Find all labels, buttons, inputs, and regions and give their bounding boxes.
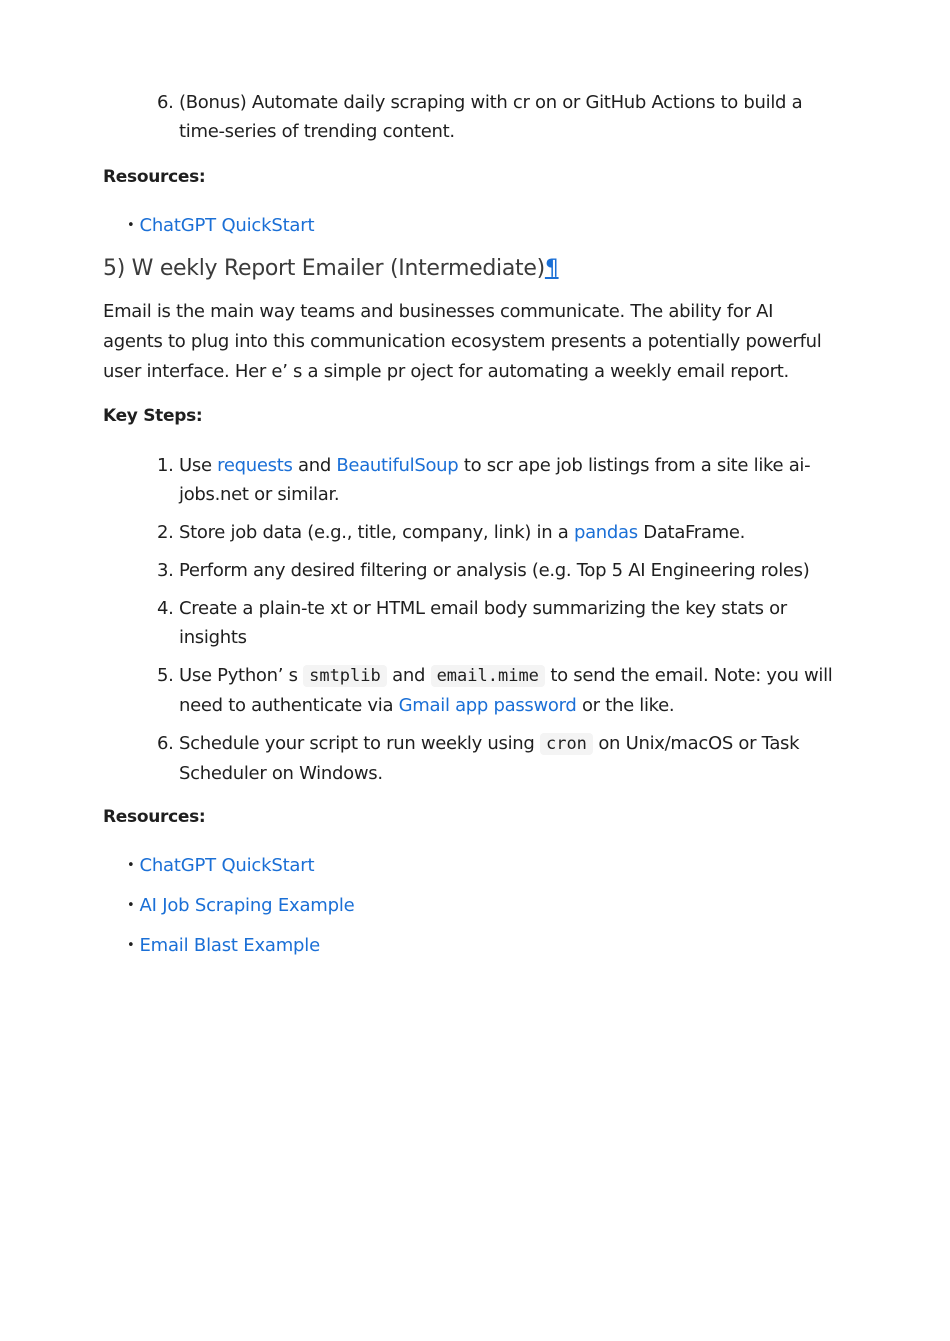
bullet-icon: • bbox=[127, 858, 135, 873]
step-3: 3. Perform any desired filtering or analysis (e.g. Top 5 AI Engineering roles) bbox=[179, 556, 843, 585]
resources-label: Resources: bbox=[103, 807, 206, 827]
permalink-pilcrow-icon[interactable]: ¶ bbox=[544, 256, 559, 281]
resource-item bbox=[127, 214, 843, 238]
bullet-icon: • bbox=[127, 938, 135, 953]
chatgpt-quickstart-link[interactable]: ChatGPT QuickStart bbox=[139, 855, 315, 876]
email-mime-code: email.mime bbox=[431, 665, 545, 687]
resource-item bbox=[127, 854, 843, 878]
cron-code: cron bbox=[540, 733, 593, 755]
section-intro: Email is the main way teams and businesses communicate. The ability for AI agents to plug into this communication ecosystem presents a potentially powerful user interface. Her e’ s a simple pr oject for automating a weekly email report. bbox=[103, 301, 822, 382]
requests-link[interactable]: requests bbox=[217, 455, 293, 476]
prev-resources-label: Resources: bbox=[103, 167, 206, 187]
bullet-icon: • bbox=[127, 218, 135, 233]
document-page bbox=[103, 88, 843, 974]
resource-item bbox=[127, 934, 843, 958]
section-heading: 5) W eekly Report Emailer (Intermediate)¶ bbox=[103, 256, 559, 281]
chatgpt-quickstart-link[interactable]: ChatGPT QuickStart bbox=[139, 215, 315, 236]
ai-job-scraping-example-link[interactable]: AI Job Scraping Example bbox=[139, 895, 355, 916]
gmail-app-password-link[interactable]: Gmail app password bbox=[398, 695, 577, 716]
step-5: 5. Use Python’ s smtplib and email.mime to send the email. Note: you will need to authenticate via Gmail app password or the like. bbox=[179, 661, 843, 720]
email-blast-example-link[interactable]: Email Blast Example bbox=[139, 935, 320, 956]
key-steps-list bbox=[103, 451, 843, 788]
prev-step-6: 6. (Bonus) Automate daily scraping with cr on or GitHub Actions to build a time-series of trending content. bbox=[179, 88, 843, 146]
bullet-icon: • bbox=[127, 898, 135, 913]
beautifulsoup-link[interactable]: BeautifulSoup bbox=[336, 455, 459, 476]
resource-item bbox=[127, 894, 843, 918]
prev-steps-list bbox=[103, 88, 843, 146]
pandas-link[interactable]: pandas bbox=[573, 522, 638, 543]
step-6: 6. Schedule your script to run weekly using cron on Unix/macOS or Task Scheduler on Windows. bbox=[179, 729, 843, 788]
resources-list bbox=[103, 854, 843, 958]
step-2: 2. Store job data (e.g., title, company, link) in a pandas DataFrame. bbox=[179, 518, 843, 547]
key-steps-label: Key Steps: bbox=[103, 406, 203, 426]
prev-resources-list bbox=[103, 214, 843, 238]
step-4: 4. Create a plain-te xt or HTML email body summarizing the key stats or insights bbox=[179, 594, 843, 652]
step-1: 1. Use requests and BeautifulSoup to scr ape job listings from a site like ai-jobs.net or similar. bbox=[179, 451, 843, 509]
smtplib-code: smtplib bbox=[303, 665, 387, 687]
